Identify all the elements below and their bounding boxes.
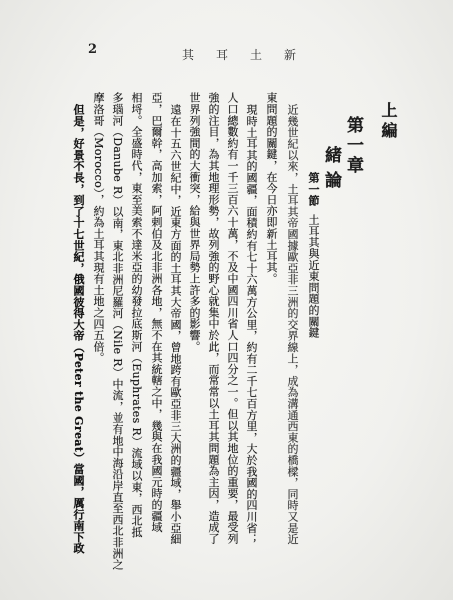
text-column: 近幾世紀以來，土耳其帝國據歐亞非三洲的交界線上，成為溝通西東的橋樑，同時又是近 <box>286 104 299 545</box>
text-column: 亞，巴爾幹，高加索，阿剌伯及北非洲各地，無不在其統轄之中，幾與在我國元時的疆域 <box>150 92 163 533</box>
chapter-heading <box>321 116 364 196</box>
text-column: 世界列強間的大衝突，給與世界局勢上許多的影響。 <box>188 92 201 352</box>
text-column: 摩洛哥（Morocco），約為土耳其現有土地之四五倍。 <box>92 92 105 364</box>
section-title: 土耳其與近東問題的關鍵 <box>307 213 320 339</box>
running-header: 新土耳其 <box>181 48 318 62</box>
text-column: 強的注目，為其地理形勢，故列強的野心就集中於此，而常常以土耳其問題為主因，造成了 <box>207 92 220 544</box>
text-column: 人口總數約有一千三百六十萬，不及中國四川省人口四分之一。但以其地位的重要，最受列 <box>226 92 239 544</box>
chapter-number: 第一章 <box>343 116 363 176</box>
text-column: 現時土耳其的國疆，面積約有七十六萬方公里，約有二千七百方里，大於我國的四川省； <box>245 104 258 545</box>
part-label: 上編 <box>379 102 398 142</box>
chapter-title: 緒論 <box>321 146 341 196</box>
section-heading <box>306 172 320 338</box>
text-column: 相埒。全盛時代，東至美索不達米亞的幼發拉底斯河（Euphrates R）流域以東，西北抵 <box>130 92 143 538</box>
section-number: 第一節 <box>307 172 320 206</box>
text-column: 東問題的關鍵，在今日亦即新土耳其。 <box>265 92 278 285</box>
text-column: 多瑙河（Danube R）以南，東北非洲尼羅河（Nile R）中流，並有地中海沿岸直至西北非洲之 <box>111 92 124 571</box>
text-column: 遠在十五六世紀中，近東方面的土耳其大帝國，曾地跨有歐亞非三大洲的疆域，舉小亞細 <box>169 104 182 545</box>
page-number: 2 <box>88 42 98 57</box>
text-column: 但是，好景不長，到了十七世紀，俄國彼得大帝（Peter the Great）當國，厲行南下政 <box>72 104 85 554</box>
